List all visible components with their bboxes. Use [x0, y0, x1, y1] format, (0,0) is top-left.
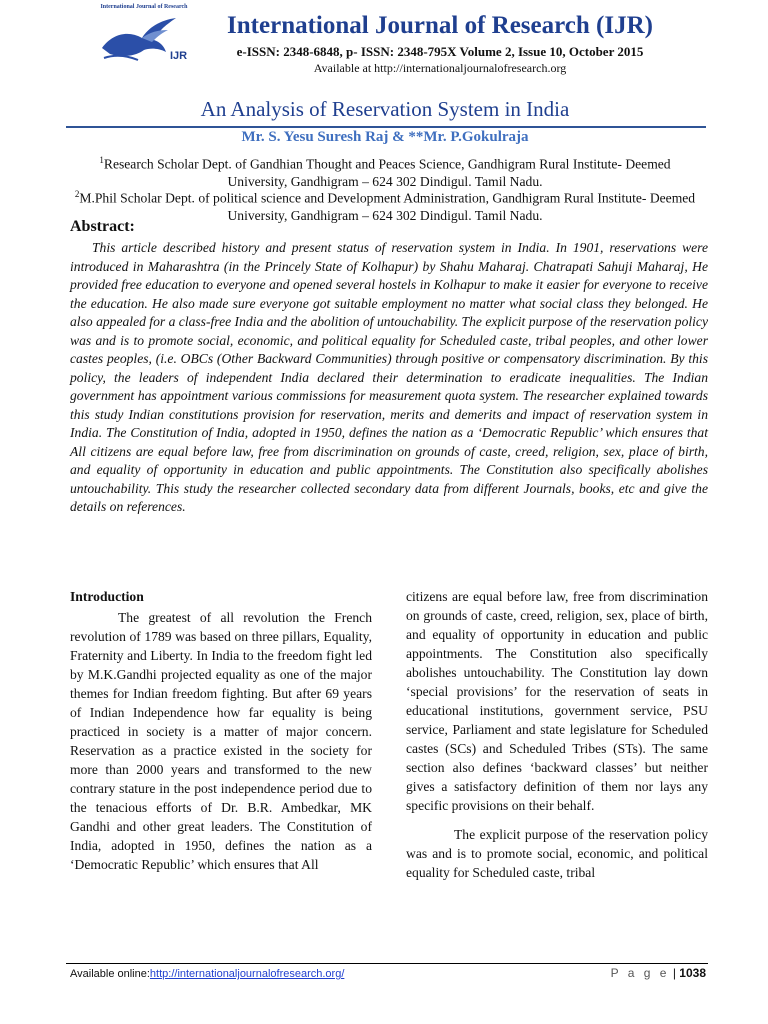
logo-text: International Journal of Research — [100, 4, 188, 10]
authors: Mr. S. Yesu Suresh Raj & **Mr. P.Gokulraja — [241, 129, 529, 145]
introduction-heading: Introduction — [70, 589, 144, 604]
available-line: Available at http://internationaljournalofresearch.org — [313, 61, 567, 75]
right-column — [406, 587, 708, 882]
introduction-paragraph: The greatest of all revolution the French revolution of 1789 was based on three pillars, Equality, Fraternity and Liberty. In India to the freedom fight led by M.K.Gandhi projected equality as one of the major themes for Indian freedom fighting. But after 69 years of Indian Independence how far equality is being practiced in society is a matter of major concern. Reservation as a practice existed in the society for more than 2000 years and transformed to the new contrary stature in the post independence period due to the tenacious efforts of Dr. B.R. Ambedkar, MK Gandhi and other great leaders. The Constitution of India, adopted in 1950, defines the nation as a ‘Democratic Republic’ which ensures that All — [70, 610, 372, 872]
affiliation-2-number: 2 — [74, 189, 80, 199]
issn-line: e-ISSN: 2348-6848, p- ISSN: 2348-795X Volume 2, Issue 10, October 2015 — [236, 44, 644, 59]
page-separator: | — [672, 966, 676, 980]
footer-divider — [66, 963, 708, 964]
title-divider — [66, 126, 706, 128]
footer-available-label: Available online: — [70, 968, 150, 980]
affiliation-1-text: Research Scholar Dept. of Gandhian Thought and Peaces Science, Gandhigram Rural Institute- Deemed University, Gandhigram – 624 302 Dindigul. Tamil Nadu. — [103, 156, 671, 190]
right-paragraph-1: citizens are equal before law, free from discrimination on grounds of caste, creed, religion, sex, place of birth, and equality of opportunity in education and public appointments. The Constitution also specifically abolishes untouchability. The Constitution lay down ‘special provisions’ for the reservation of seats in educational institutions, government service, PSU service, Parliament and state legislature for Scheduled castes (SCs) and Scheduled Tribes (STs). The same section also defines ‘backward classes’ but neither gives a satisfactory definition of them nor lays any specific provisions on their behalf. — [406, 589, 708, 813]
journal-title: International Journal of Research (IJR) — [227, 12, 653, 39]
affiliation-1-number: 1 — [99, 155, 104, 165]
page-number: 1038 — [679, 966, 706, 980]
affiliation-2-text: M.Phil Scholar Dept. of political science and Development Administration, Gandhigram Rural Institute- Deemed University, Gandhigram – 624 302 Dindigul. Tamil Nadu. — [79, 190, 696, 224]
paper-title: An Analysis of Reservation System in India — [200, 97, 570, 121]
abstract-heading: Abstract: — [70, 218, 135, 235]
right-paragraph-2: The explicit purpose of the reservation policy was and is to promote social, economic, and political equality for Scheduled caste, tribal — [406, 827, 708, 880]
footer-url-link[interactable]: http://internationaljournalofresearch.org/ — [149, 968, 345, 980]
affiliation-1 — [70, 152, 700, 191]
affiliation-2 — [70, 186, 700, 225]
logo-abbr: IJR — [170, 50, 188, 62]
page-label: P a g e — [610, 966, 670, 980]
abstract-text: This article described history and present status of reservation system in India. In 1901, reservations were introduced in Maharashtra (in the Princely State of Kolhapur) by Shahu Maharaj. Chatrapati Sahuji Maharaj, He provided free education to everyone and opened several hostels in Kolhapur to make it easier for everyone to receive the education. He also made sure everyone got suitable employment no matter what social class they belonged. He also appealed for a class-free India and the abolition of untouchability. The explicit purpose of the reservation policy was and is to promote social, economic, and political equality for Scheduled caste, tribal peoples, and other lower castes peoples, (i.e. OBCs (Other Backward Communities) through positive or compensatory discrimination. By this policy, the leaders of independent India declared their determination to eradicate inequalities. The Indian government has appointment various commissions for measurement quota system. The researcher explained towards this study Indian constitutions provision for reservation, merits and demerits and impact of reservation system in India. The Constitution of India, adopted in 1950, defines the nation as a ‘Democratic Republic’ which ensures that All citizens are equal before law, free from discrimination on grounds of caste, creed, religion, sex, place of birth, and equality of opportunity in education and public appointments. The Constitution also specifically abolishes untouchability. This study the researcher collected secondary data from different Journals, books, etc and give the details on references. — [70, 240, 708, 514]
page-indicator — [611, 966, 706, 980]
footer-available — [70, 968, 344, 980]
left-column — [70, 587, 372, 874]
